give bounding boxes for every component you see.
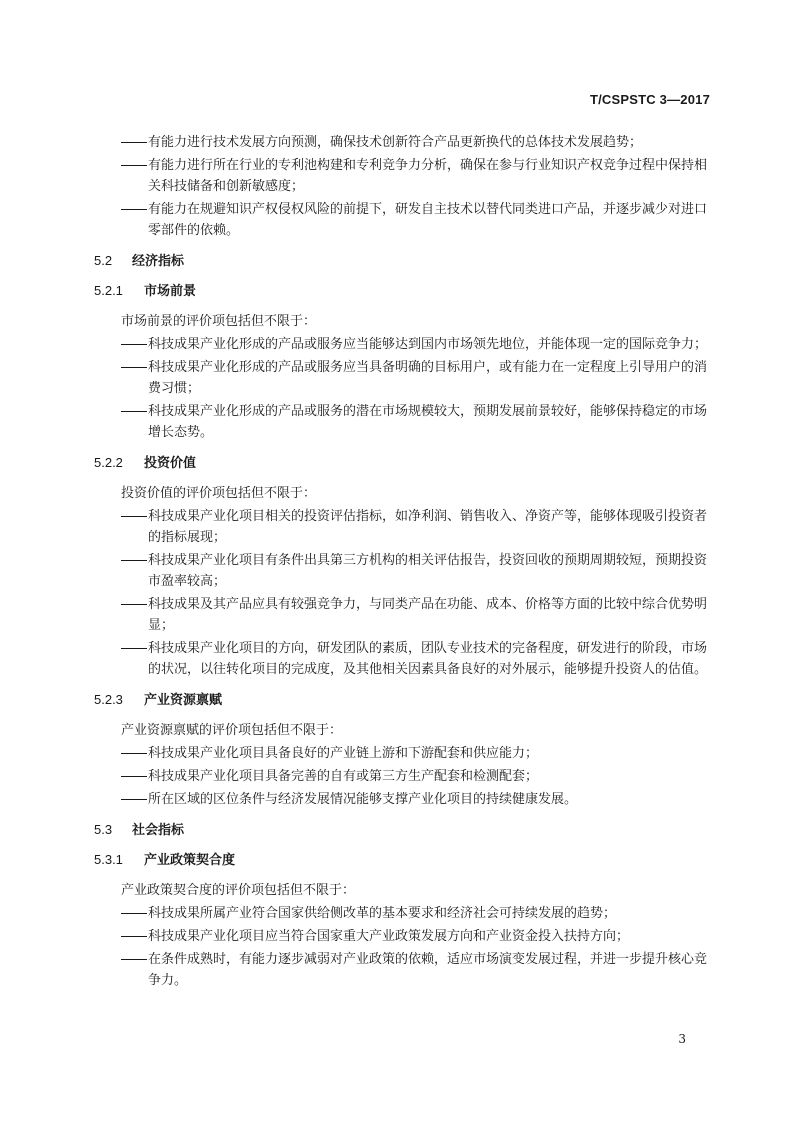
subsection-heading: 5.3.1 产业政策契合度: [94, 852, 236, 867]
dash-marker: [121, 142, 147, 143]
dash-marker: [121, 913, 147, 914]
dash-marker: [121, 959, 147, 960]
dash-marker: [121, 604, 147, 605]
document-code: T/CSPSTC 3—2017: [589, 92, 710, 107]
list-item: 所在区域的区位条件与经济发展情况能够支撑产业化项目的持续健康发展。: [94, 789, 714, 810]
list-item: 在条件成熟时，有能力逐步减弱对产业政策的依赖，适应市场演变发展过程，并进一步提升核心竞争力。: [94, 949, 714, 991]
dash-marker: [121, 367, 147, 368]
dash-marker: [121, 560, 147, 561]
list-item: 科技成果产业化项目应当符合国家重大产业政策发展方向和产业资金投入扶持方向；: [94, 926, 714, 947]
subsection-heading: 5.2.2 投资价值: [94, 455, 197, 470]
paragraph: 产业政策契合度的评价项包括但不限于：: [121, 883, 356, 898]
list-item: 科技成果产业化项目具备完善的自有或第三方生产配套和检测配套；: [94, 766, 714, 787]
paragraph: 产业资源禀赋的评价项包括但不限于：: [121, 723, 343, 738]
paragraph: 市场前景的评价项包括但不限于：: [121, 314, 317, 329]
list-item: 科技成果产业化形成的产品或服务应当能够达到国内市场领先地位，并能体现一定的国际竞争力；: [94, 334, 714, 355]
list-item: 科技成果产业化项目相关的投资评估指标，如净利润、销售收入、净资产等，能够体现吸引投资者的指标展现；: [94, 506, 714, 548]
list-item: 有能力进行技术发展方向预测，确保技术创新符合产品更新换代的总体技术发展趋势；: [94, 132, 714, 153]
dash-marker: [121, 936, 147, 937]
list-item: 科技成果产业化项目有条件出具第三方机构的相关评估报告，投资回收的预期周期较短，预期投资市盈率较高；: [94, 550, 714, 592]
subsection-heading: 5.2.3 产业资源禀赋: [94, 692, 223, 707]
dash-marker: [121, 753, 147, 754]
list-item: 科技成果所属产业符合国家供给侧改革的基本要求和经济社会可持续发展的趋势；: [94, 903, 714, 924]
dash-marker: [121, 344, 147, 345]
list-item: 有能力进行所在行业的专利池构建和专利竞争力分析，确保在参与行业知识产权竞争过程中保持相关科技储备和创新敏感度；: [94, 155, 714, 197]
list-item: 有能力在规避知识产权侵权风险的前提下，研发自主技术以替代同类进口产品，并逐步减少对进口零部件的依赖。: [94, 199, 714, 241]
subsection-heading: 5.2.1 市场前景: [94, 283, 197, 298]
dash-marker: [121, 411, 147, 412]
dash-marker: [121, 799, 147, 800]
list-item: 科技成果及其产品应具有较强竞争力，与同类产品在功能、成本、价格等方面的比较中综合优势明显；: [94, 594, 714, 636]
document-body: [94, 132, 714, 993]
list-item: 科技成果产业化项目的方向，研发团队的素质，团队专业技术的完备程度，研发进行的阶段，市场的状况，以往转化项目的完成度，及其他相关因素具备良好的对外展示，能够提升投资人的估值。: [94, 638, 714, 680]
dash-marker: [121, 776, 147, 777]
section-heading: 5.2 经济指标: [94, 253, 185, 268]
paragraph: 投资价值的评价项包括但不限于：: [121, 486, 317, 501]
section-heading: 5.3 社会指标: [94, 822, 185, 837]
list-item: 科技成果产业化项目具备良好的产业链上游和下游配套和供应能力；: [94, 743, 714, 764]
dash-marker: [121, 516, 147, 517]
dash-marker: [121, 209, 147, 210]
dash-marker: [121, 648, 147, 649]
list-item: 科技成果产业化形成的产品或服务应当具备明确的目标用户，或有能力在一定程度上引导用户的消费习惯；: [94, 357, 714, 399]
list-item: 科技成果产业化形成的产品或服务的潜在市场规模较大，预期发展前景较好，能够保持稳定的市场增长态势。: [94, 401, 714, 443]
dash-marker: [121, 165, 147, 166]
page-number: 3: [678, 1032, 686, 1046]
